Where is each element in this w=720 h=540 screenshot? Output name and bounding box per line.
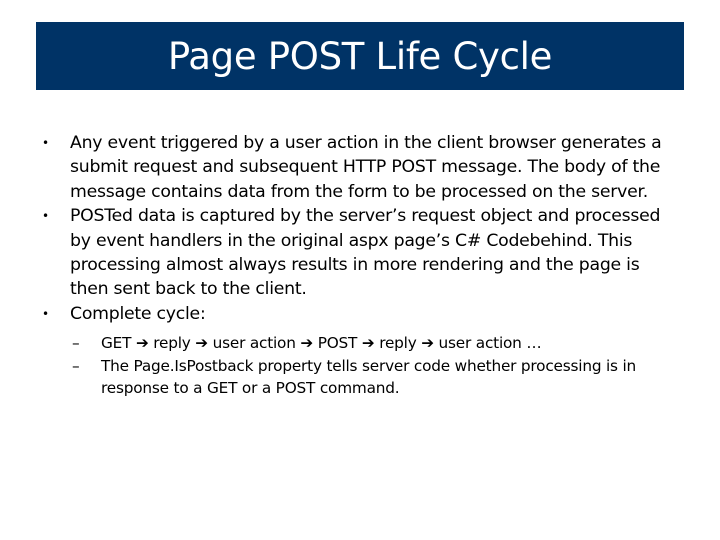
- bullet-text: Complete cycle:: [70, 303, 206, 324]
- arrow-right-icon: ➔: [195, 334, 208, 353]
- bullet-dot-icon: •: [42, 306, 49, 321]
- sub-list: [32, 332, 682, 400]
- sub-bullet-cycle: [32, 332, 682, 355]
- slide-content: [32, 131, 682, 400]
- page-title: Page POST Life Cycle: [167, 34, 553, 78]
- bullet-dot-icon: •: [42, 136, 49, 150]
- bullet-item: [32, 204, 682, 302]
- arrow-right-icon: ➔: [421, 334, 434, 353]
- cycle-step: POST: [317, 334, 358, 353]
- dash-icon: –: [72, 356, 80, 375]
- bullet-text: POSTed data is captured by the server’s request object and processed by event handlers in the original aspx page’s C# Codebehind. This processing almost always results in more rendering and the page is then sent back to the client.: [70, 206, 661, 300]
- sub-bullet-ispostback: [32, 355, 682, 400]
- bullet-item: [32, 302, 682, 326]
- title-bar: [36, 22, 684, 90]
- arrow-right-icon: ➔: [361, 334, 375, 353]
- bullet-item: [32, 131, 682, 204]
- cycle-step: reply: [379, 334, 417, 353]
- bullet-dot-icon: •: [42, 209, 49, 224]
- arrow-right-icon: ➔: [135, 334, 149, 353]
- cycle-step: user action: [212, 334, 296, 353]
- bullet-text: Any event triggered by a user action in the client browser generates a submit request and subsequent HTTP POST message. The body of the message contains data from the form to be processed on the server.: [70, 133, 662, 202]
- arrow-right-icon: ➔: [300, 334, 314, 353]
- sub-bullet-text: The Page.IsPostback property tells server code whether processing is in response to a GET or a POST command.: [101, 356, 637, 398]
- dash-icon: –: [72, 334, 80, 353]
- cycle-step: user action …: [438, 334, 542, 353]
- cycle-step: reply: [153, 334, 191, 353]
- cycle-step: GET: [101, 334, 132, 353]
